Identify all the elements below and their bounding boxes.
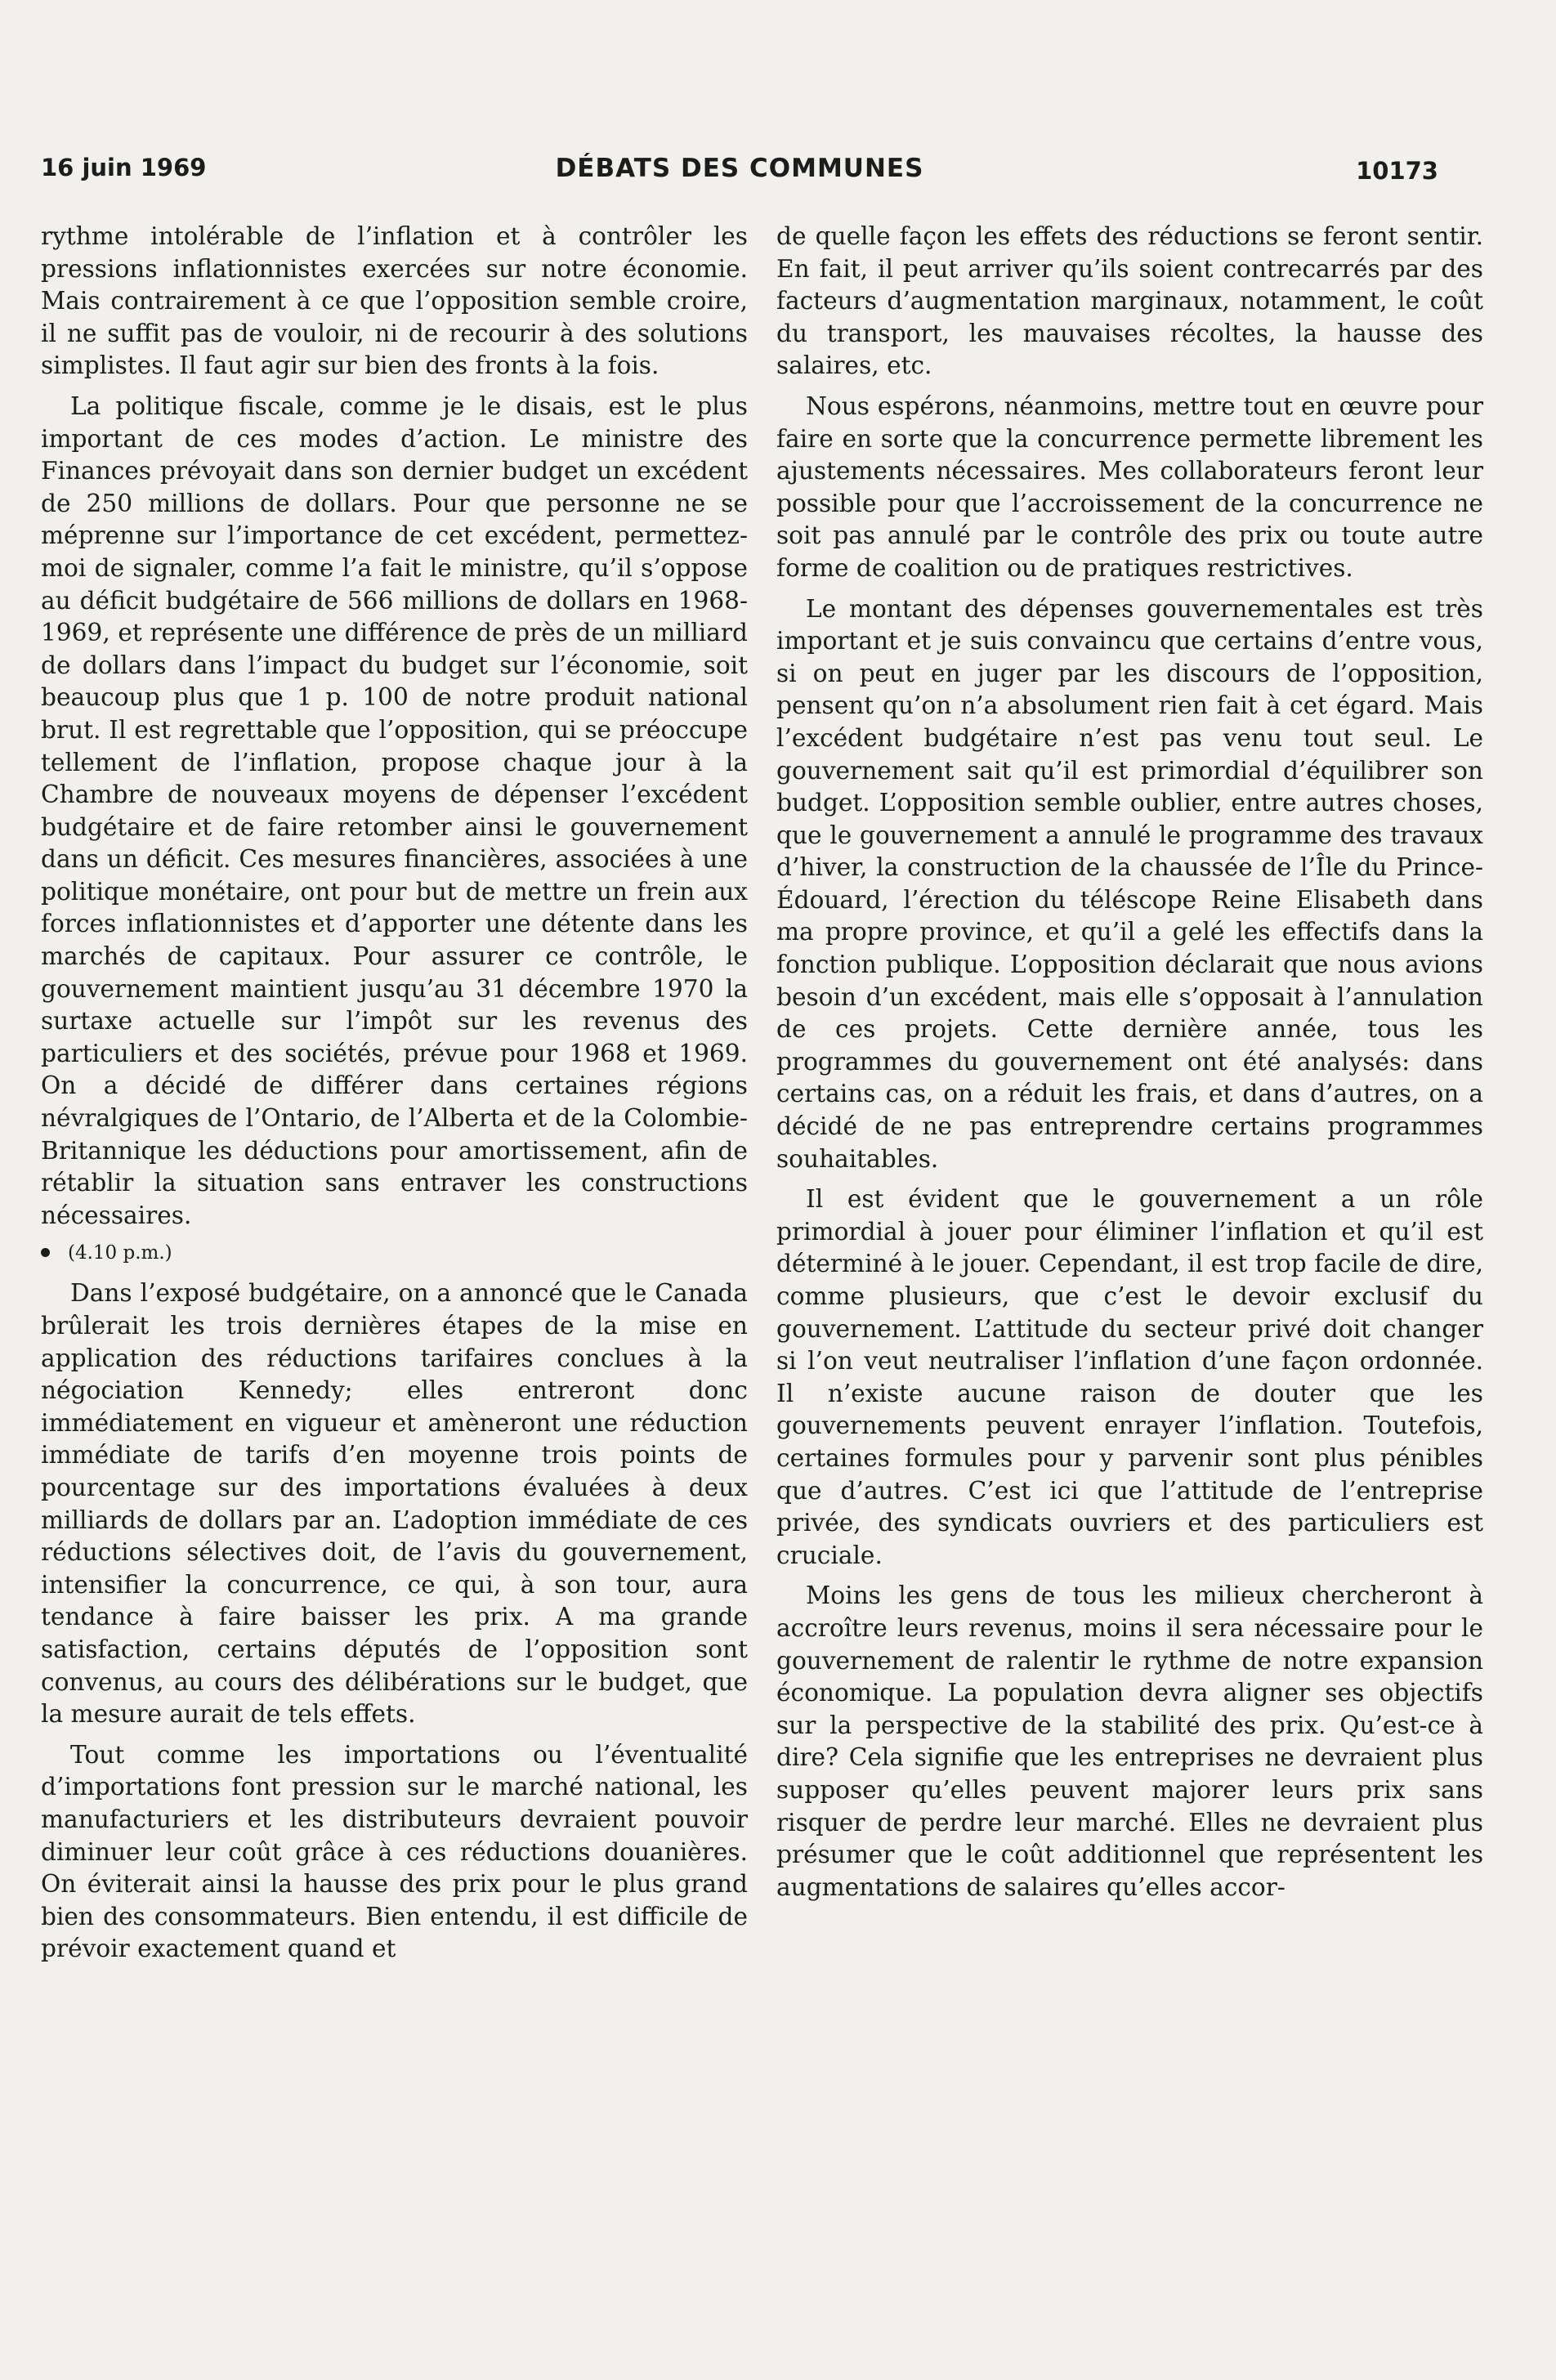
left-paragraph-1: rythme intolérable de l’inflation et à contrôler les pressions inflationnistes exercées sur notre économie. Mais contrairement à ce que l’opposition semble croire, il ne suffit pas de vouloir, ni de recourir à des solutions simplistes. Il faut agir sur bien des fronts à la fois.: [41, 222, 748, 380]
right-paragraph-2: Nous espérons, néanmoins, mettre tout en œuvre pour faire en sorte que la concurrence permette librement les ajustements nécessaires. Mes collaborateurs feront leur possible pour que l’accroissement de la concurrence ne soit pas annulé par le contrôle des prix ou toute autre forme de coalition ou de pratiques restrictives.: [776, 391, 1483, 582]
header-page-number: 10173: [1356, 157, 1438, 185]
left-paragraph-4: Tout comme les importations ou l’éventualité d’importations font pression sur le marché national, les manufacturiers et les distributeurs devraient pouvoir diminuer leur coût grâce à ces réductions douanières. On éviterait ainsi la hausse des prix pour le plus grand bien des consommateurs. Bien entendu, il est difficile de prévoir exactement quand et: [41, 1740, 748, 1963]
left-paragraph-2: La politique fiscale, comme je le disais, est le plus important de ces modes d’action. Le ministre des Finances prévoyait dans son dernier budget un excédent de 250 millions de dollars. Pour que personne ne se méprenne sur l’importance de cet excédent, permettez-moi de signaler, comme l’a fait le ministre, qu’il s’oppose au déficit budgétaire de 566 millions de dollars en 1968-1969, et représente une différence de près de un milliard de dollars dans l’impact du budget sur l’économie, soit beaucoup plus que 1 p. 100 de notre produit national brut. Il est regrettable que l’opposition, qui se préoccupe tellement de l’inflation, propose chaque jour à la Chambre de nouveaux moyens de dépenser l’excédent budgétaire et de faire retomber ainsi le gouvernement dans un déficit. Ces mesures financières, associées à une politique monétaire, ont pour but de mettre un frein aux forces inflationnistes et d’apporter une détente dans les marchés de capitaux. Pour assurer ce contrôle, le gouvernement maintient jusqu’au 31 décembre 1970 la surtaxe actuelle sur l’impôt sur les revenus des particuliers et des sociétés, prévue pour 1968 et 1969. On a décidé de différer dans certaines régions névralgiques de l’Ontario, de l’Alberta et de la Colombie-Britannique les déductions pour amortissement, afin de rétablir la situation sans entraver les constructions nécessaires.: [41, 391, 748, 1229]
left-column: [41, 221, 748, 1974]
right-paragraph-3: Le montant des dépenses gouvernementales est très important et je suis convaincu que certains d’entre vous, si on peut en juger par les discours de l’opposition, pensent qu’on n’a absolument rien fait à cet égard. Mais l’excédent budgétaire n’est pas venu tout seul. Le gouvernement sait qu’il est primordial d’équilibrer son budget. L’opposition semble oublier, entre autres choses, que le gouvernement a annulé le programme des travaux d’hiver, la construction de la chaussée de l’Île du Prince-Édouard, l’érection du téléscope Reine Elisabeth dans ma propre province, et qu’il a gelé les effectifs dans la fonction publique. L’opposition déclarait que nous avions besoin d’un excédent, mais elle s’opposait à l’annulation de ces projets. Cette dernière année, tous les programmes du gouvernement ont été analysés: dans certains cas, on a réduit les frais, et dans d’autres, on a décidé de ne pas entreprendre certains programmes souhaitables.: [776, 594, 1483, 1173]
header-date: 16 juin 1969: [41, 154, 207, 181]
right-paragraph-5: Moins les gens de tous les milieux chercheront à accroître leurs revenus, moins il sera nécessaire pour le gouvernement de ralentir le rythme de notre expansion économique. La population devra aligner ses objectifs sur la perspective de la stabilité des prix. Qu’est-ce à dire? Cela signifie que les entreprises ne devraient plus supposer qu’elles peuvent majorer leurs prix sans risquer de perdre leur marché. Elles ne devraient plus présumer que le coût additionnel que représentent les augmentations de salaires qu’elles accor-: [776, 1581, 1483, 1901]
page-header: [41, 154, 1438, 190]
time-marker: [41, 1240, 748, 1266]
time-marker-text: (4.10 p.m.): [68, 1242, 172, 1264]
bullet-icon: [41, 1248, 50, 1257]
right-column: [776, 221, 1483, 1912]
header-title: DÉBATS DES COMMUNES: [555, 154, 924, 183]
right-paragraph-4: Il est évident que le gouvernement a un rôle primordial à jouer pour éliminer l’inflation et qu’il est déterminé à le jouer. Cependant, il est trop facile de dire, comme plusieurs, que c’est le devoir exclusif du gouvernement. L’attitude du secteur privé doit changer si l’on veut neutraliser l’inflation d’une façon ordonnée. Il n’existe aucune raison de douter que les gouvernements peuvent enrayer l’inflation. Toutefois, certaines formules pour y parvenir sont plus pénibles que d’autres. C’est ici que l’attitude de l’entreprise privée, des syndicats ouvriers et des particuliers est cruciale.: [776, 1185, 1483, 1569]
left-paragraph-3: Dans l’exposé budgétaire, on a annoncé que le Canada brûlerait les trois dernières étapes de la mise en application des réductions tarifaires conclues à la négociation Kennedy; elles entreront donc immédiatement en vigueur et amèneront une réduction immédiate de tarifs d’en moyenne trois points de pourcentage sur des importations évaluées à deux milliards de dollars par an. L’adoption immédiate de ces réductions sélectives doit, de l’avis du gouvernement, intensifier la concurrence, ce qui, à son tour, aura tendance à faire baisser les prix. A ma grande satisfaction, certains députés de l’opposition sont convenus, au cours des délibérations sur le budget, que la mesure aurait de tels effets.: [41, 1279, 748, 1729]
right-paragraph-1: de quelle façon les effets des réductions se feront sentir. En fait, il peut arriver qu’ils soient contrecarrés par des facteurs d’augmentation marginaux, notamment, le coût du transport, les mauvaises récoltes, la hausse des salaires, etc.: [776, 222, 1483, 380]
